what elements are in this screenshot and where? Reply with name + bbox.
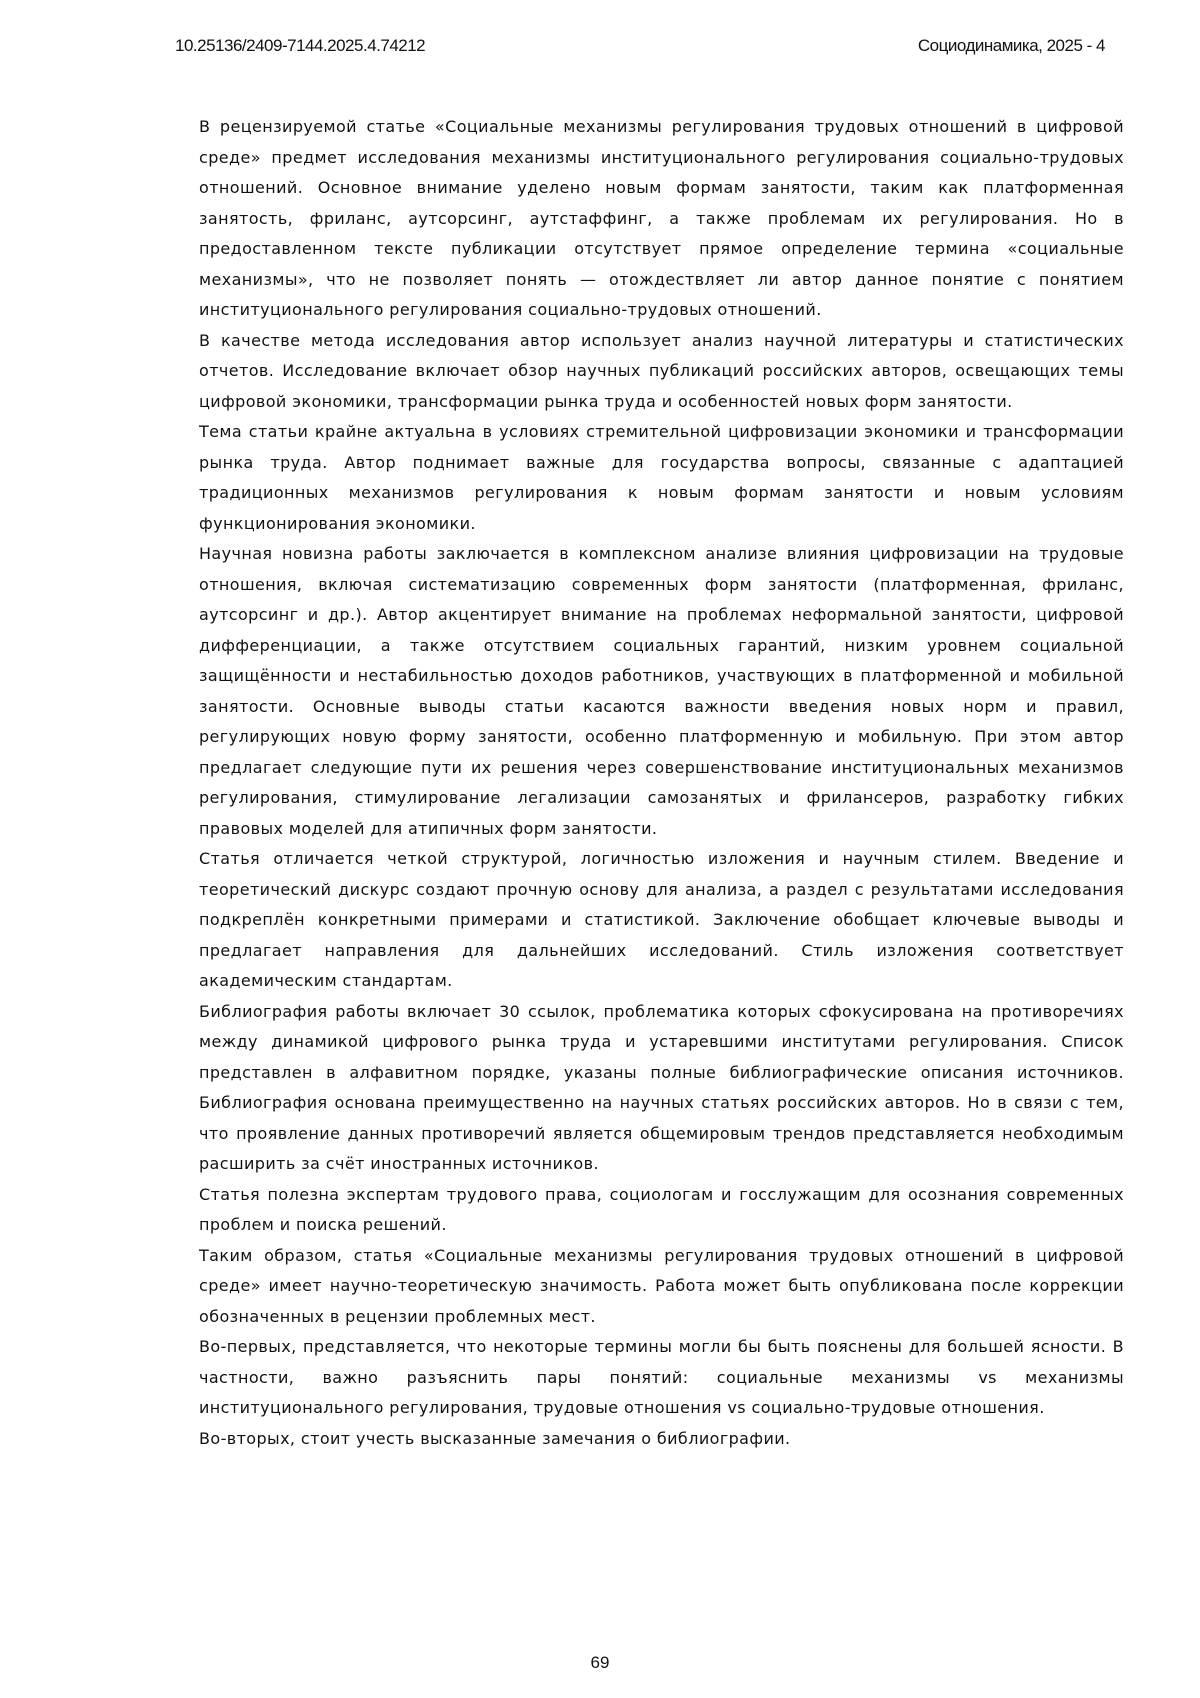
journal-issue: Социодинамика, 2025 - 4 xyxy=(918,36,1105,56)
paragraph-relevance: Тема статьи крайне актуальна в условиях стремительной цифровизации экономики и трансформации рынка труда. Автор поднимает важные для государства вопросы, связанные с адаптацией традиционных механизмов регулирования к новым формам занятости и новым условиям функционирования экономики. xyxy=(199,417,1124,539)
paragraph-bibliography: Библиография работы включает 30 ссылок, проблематика которых сфокусирована на противоречиях между динамикой цифрового рынка труда и устаревшими институтами регулирования. Список представлен в алфавитном порядке, указаны полные библиографические описания источников. Библиография основана преимущественно на научных статьях российских авторов. Но в связи с тем, что проявление данных противоречий является общемировым трендов представляется необходимым расширить за счёт иностранных источников. xyxy=(199,997,1124,1180)
paragraph-audience: Статья полезна экспертам трудового права, социологам и госслужащим для осознания современных проблем и поиска решений. xyxy=(199,1180,1124,1241)
paragraph-remark-first: Во-первых, представляется, что некоторые термины могли бы быть пояснены для большей ясности. В частности, важно разъяснить пары понятий: социальные механизмы vs механизмы институционального регулирования, трудовые отношения vs социально-трудовые отношения. xyxy=(199,1332,1124,1424)
review-body xyxy=(199,112,1124,1454)
page-header xyxy=(175,36,1105,62)
paragraph-style: Статья отличается четкой структурой, логичностью изложения и научным стилем. Введение и теоретический дискурс создают прочную основу для анализа, а раздел с результатами исследования подкреплён конкретными примерами и статистикой. Заключение обобщает ключевые выводы и предлагает направления для дальнейших исследований. Стиль изложения соответствует академическим стандартам. xyxy=(199,844,1124,997)
paragraph-conclusion: Таким образом, статья «Социальные механизмы регулирования трудовых отношений в цифровой среде» имеет научно-теоретическую значимость. Работа может быть опубликована после коррекции обозначенных в рецензии проблемных мест. xyxy=(199,1241,1124,1333)
page-number: 69 xyxy=(0,1653,1200,1673)
doi-text: 10.25136/2409-7144.2025.4.74212 xyxy=(175,36,425,56)
paragraph-subject: В рецензируемой статье «Социальные механизмы регулирования трудовых отношений в цифровой среде» предмет исследования механизмы институционального регулирования социально-трудовых отношений. Основное внимание уделено новым формам занятости, таким как платформенная занятость, фриланс, аутсорсинг, аутстаффинг, а также проблемам их регулирования. Но в предоставленном тексте публикации отсутствует прямое определение термина «социальные механизмы», что не позволяет понять — отождествляет ли автор данное понятие с понятием институционального регулирования социально-трудовых отношений. xyxy=(199,112,1124,326)
paragraph-method: В качестве метода исследования автор использует анализ научной литературы и статистических отчетов. Исследование включает обзор научных публикаций российских авторов, освещающих темы цифровой экономики, трансформации рынка труда и особенностей новых форм занятости. xyxy=(199,326,1124,418)
paragraph-remark-second: Во-вторых, стоит учесть высказанные замечания о библиографии. xyxy=(199,1424,1124,1455)
paragraph-novelty: Научная новизна работы заключается в комплексном анализе влияния цифровизации на трудовые отношения, включая систематизацию современных форм занятости (платформенная, фриланс, аутсорсинг и др.). Автор акцентирует внимание на проблемах неформальной занятости, цифровой дифференциации, а также отсутствием социальных гарантий, низким уровнем социальной защищённости и нестабильностью доходов работников, участвующих в платформенной и мобильной занятости. Основные выводы статьи касаются важности введения новых норм и правил, регулирующих новую форму занятости, особенно платформенную и мобильную. При этом автор предлагает следующие пути их решения через совершенствование институциональных механизмов регулирования, стимулирование легализации самозанятых и фрилансеров, разработку гибких правовых моделей для атипичных форм занятости. xyxy=(199,539,1124,844)
